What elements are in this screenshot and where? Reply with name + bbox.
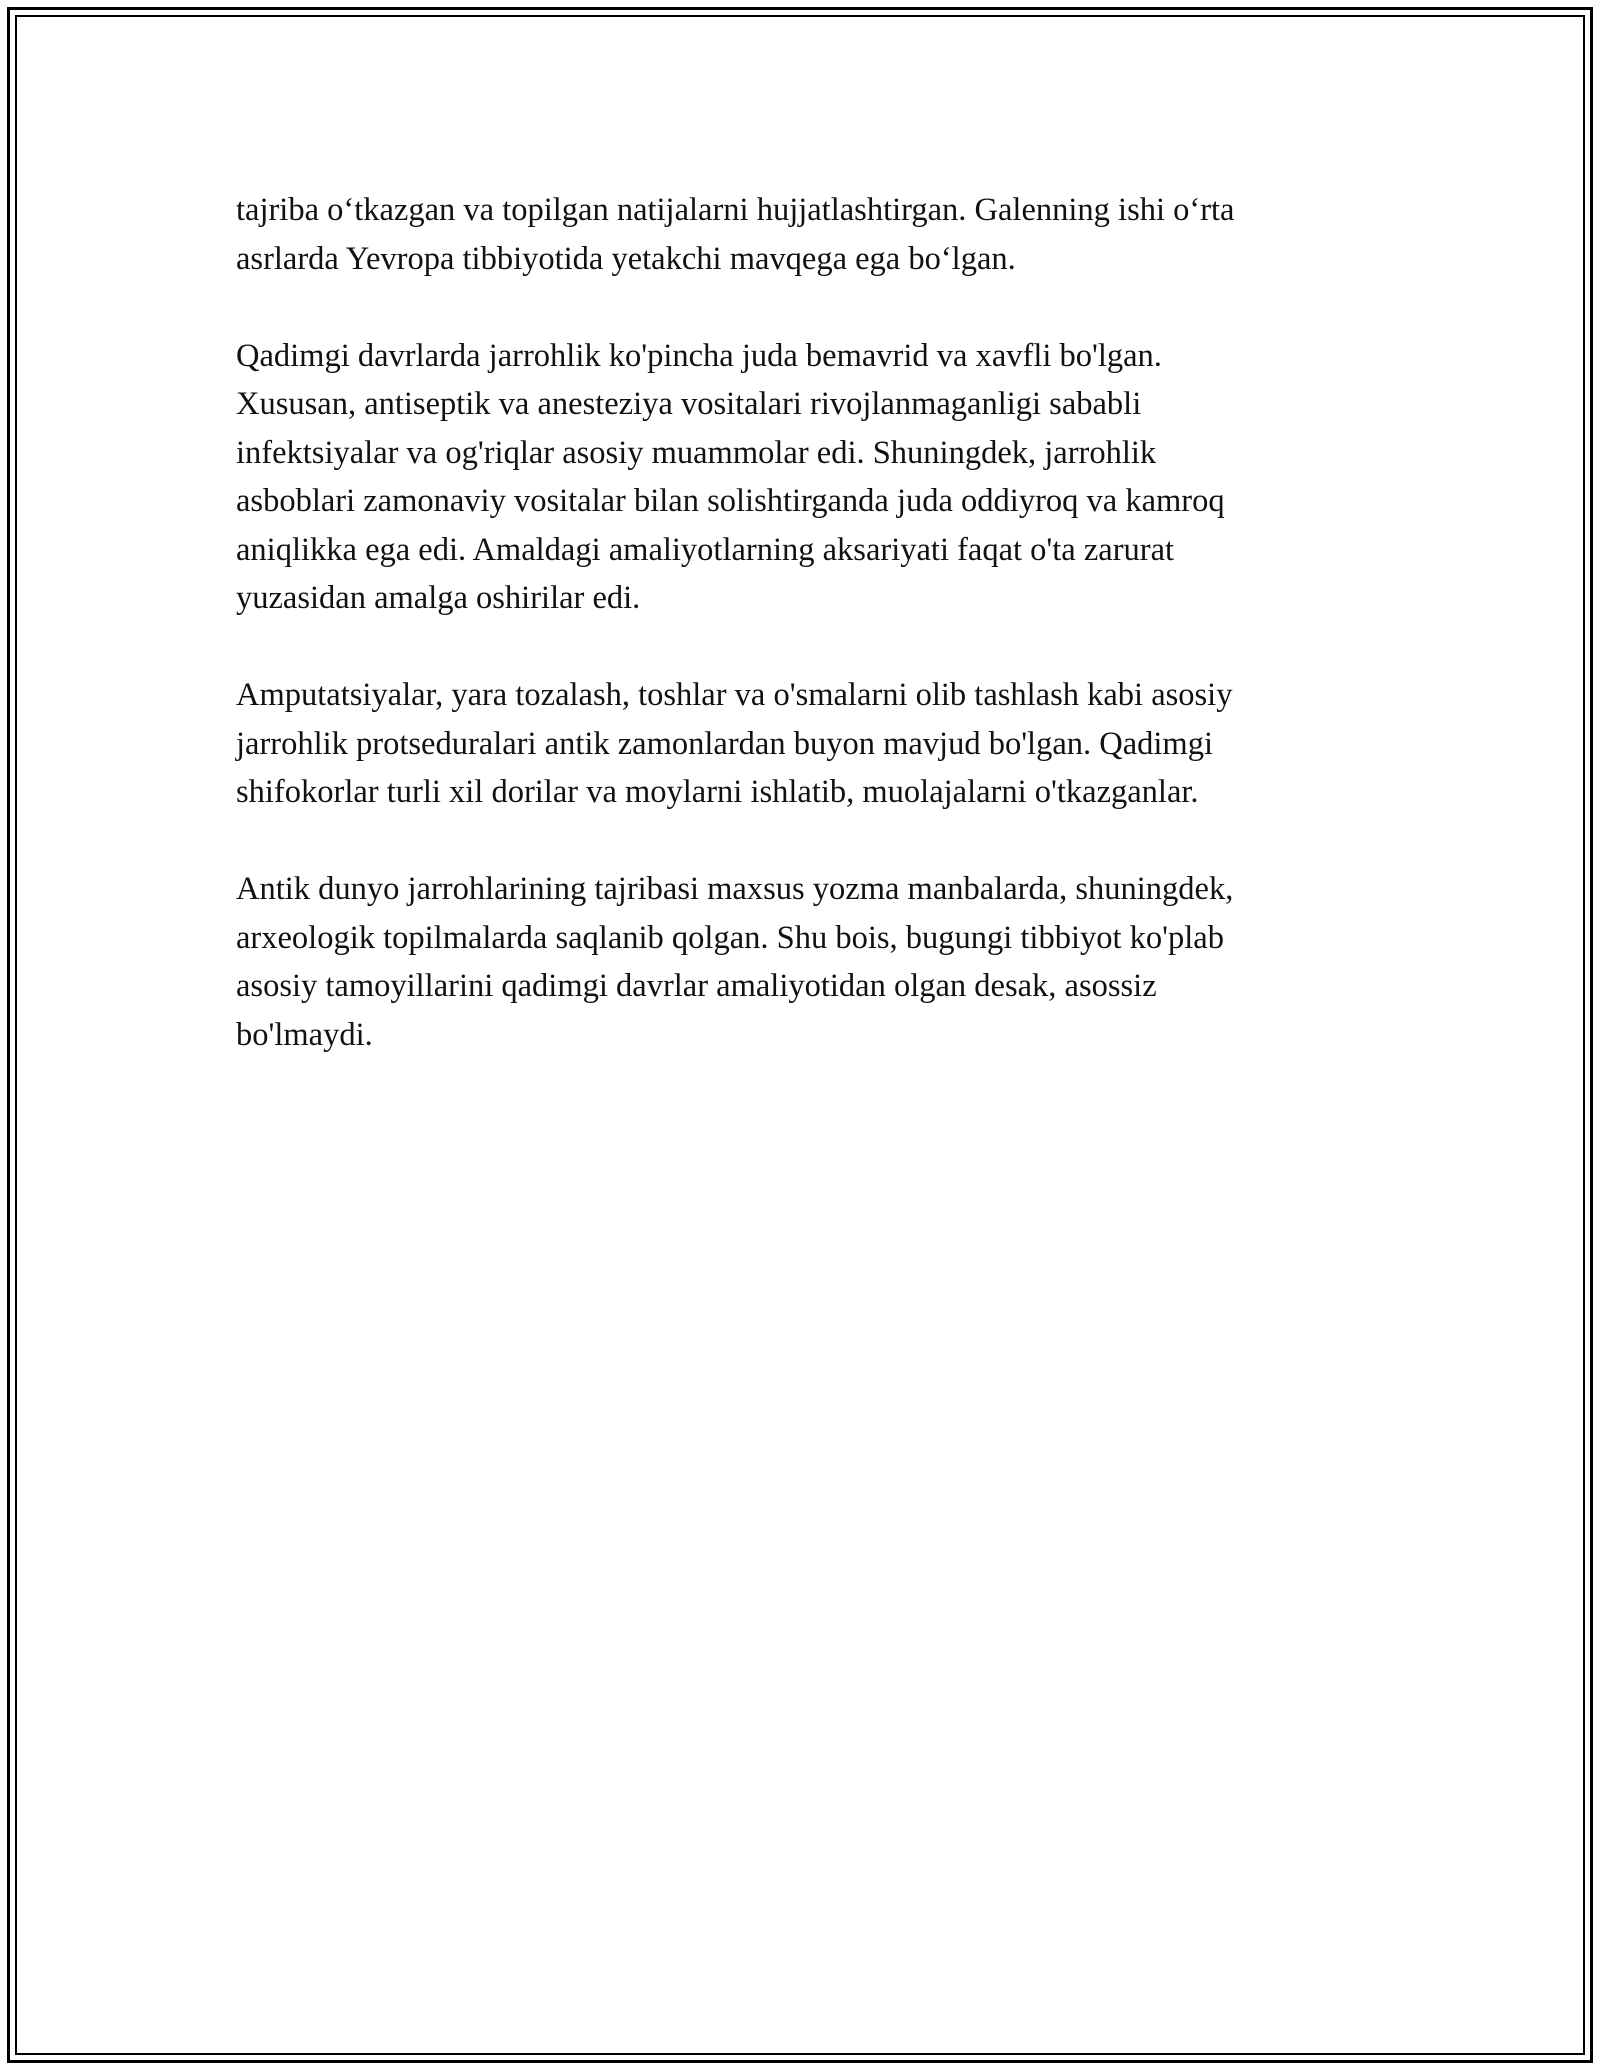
text-line: arxeologik topilmalarda saqlanib qolgan. Shu bois, bugungi tibbiyot ko'plab xyxy=(236,919,1224,956)
paragraph-2 xyxy=(236,332,1366,623)
text-line: jarrohlik protseduralari antik zamonlardan buyon mavjud bo'lgan. Qadimgi xyxy=(236,725,1213,762)
text-line: Xususan, antiseptik va anesteziya vositalari rivojlanmaganligi sababli xyxy=(236,386,1142,422)
text-line: asosiy tamoyillarini qadimgi davrlar amaliyotidan olgan desak, asossiz xyxy=(236,968,1157,1004)
text-line: asboblari zamonaviy vositalar bilan solishtirganda juda oddiyroq va kamroq xyxy=(236,483,1225,519)
paragraph-3 xyxy=(236,671,1366,817)
text-line: tajriba o‘tkazgan va topilgan natijalarni hujjatlashtirgan. Galenning ishi o‘rta xyxy=(236,192,1235,228)
text-line: asrlarda Yevropa tibbiyotida yetakchi mavqega ega bo‘lgan. xyxy=(236,240,1016,277)
document-body xyxy=(236,186,1366,1108)
text-line: yuzasidan amalga oshirilar edi. xyxy=(236,580,641,616)
text-line: Antik dunyo jarrohlarining tajribasi maxsus yozma manbalarda, shuningdek, xyxy=(236,871,1234,907)
text-line: infektsiyalar va og'riqlar asosiy muammolar edi. Shuningdek, jarrohlik xyxy=(236,434,1157,471)
paragraph-4 xyxy=(236,865,1366,1059)
paragraph-1 xyxy=(236,186,1366,283)
text-line: shifokorlar turli xil dorilar va moylarni ishlatib, muolajalarni o'tkazganlar. xyxy=(236,774,1199,810)
text-line: bo'lmaydi. xyxy=(236,1016,373,1053)
text-line: Qadimgi davrlarda jarrohlik ko'pincha juda bemavrid va xavfli bo'lgan. xyxy=(236,337,1162,374)
text-line: Amputatsiyalar, yara tozalash, toshlar va o'smalarni olib tashlash kabi asosiy xyxy=(236,677,1233,713)
text-line: aniqlikka ega edi. Amaldagi amaliyotlarning aksariyati faqat o'ta zarurat xyxy=(236,531,1175,568)
